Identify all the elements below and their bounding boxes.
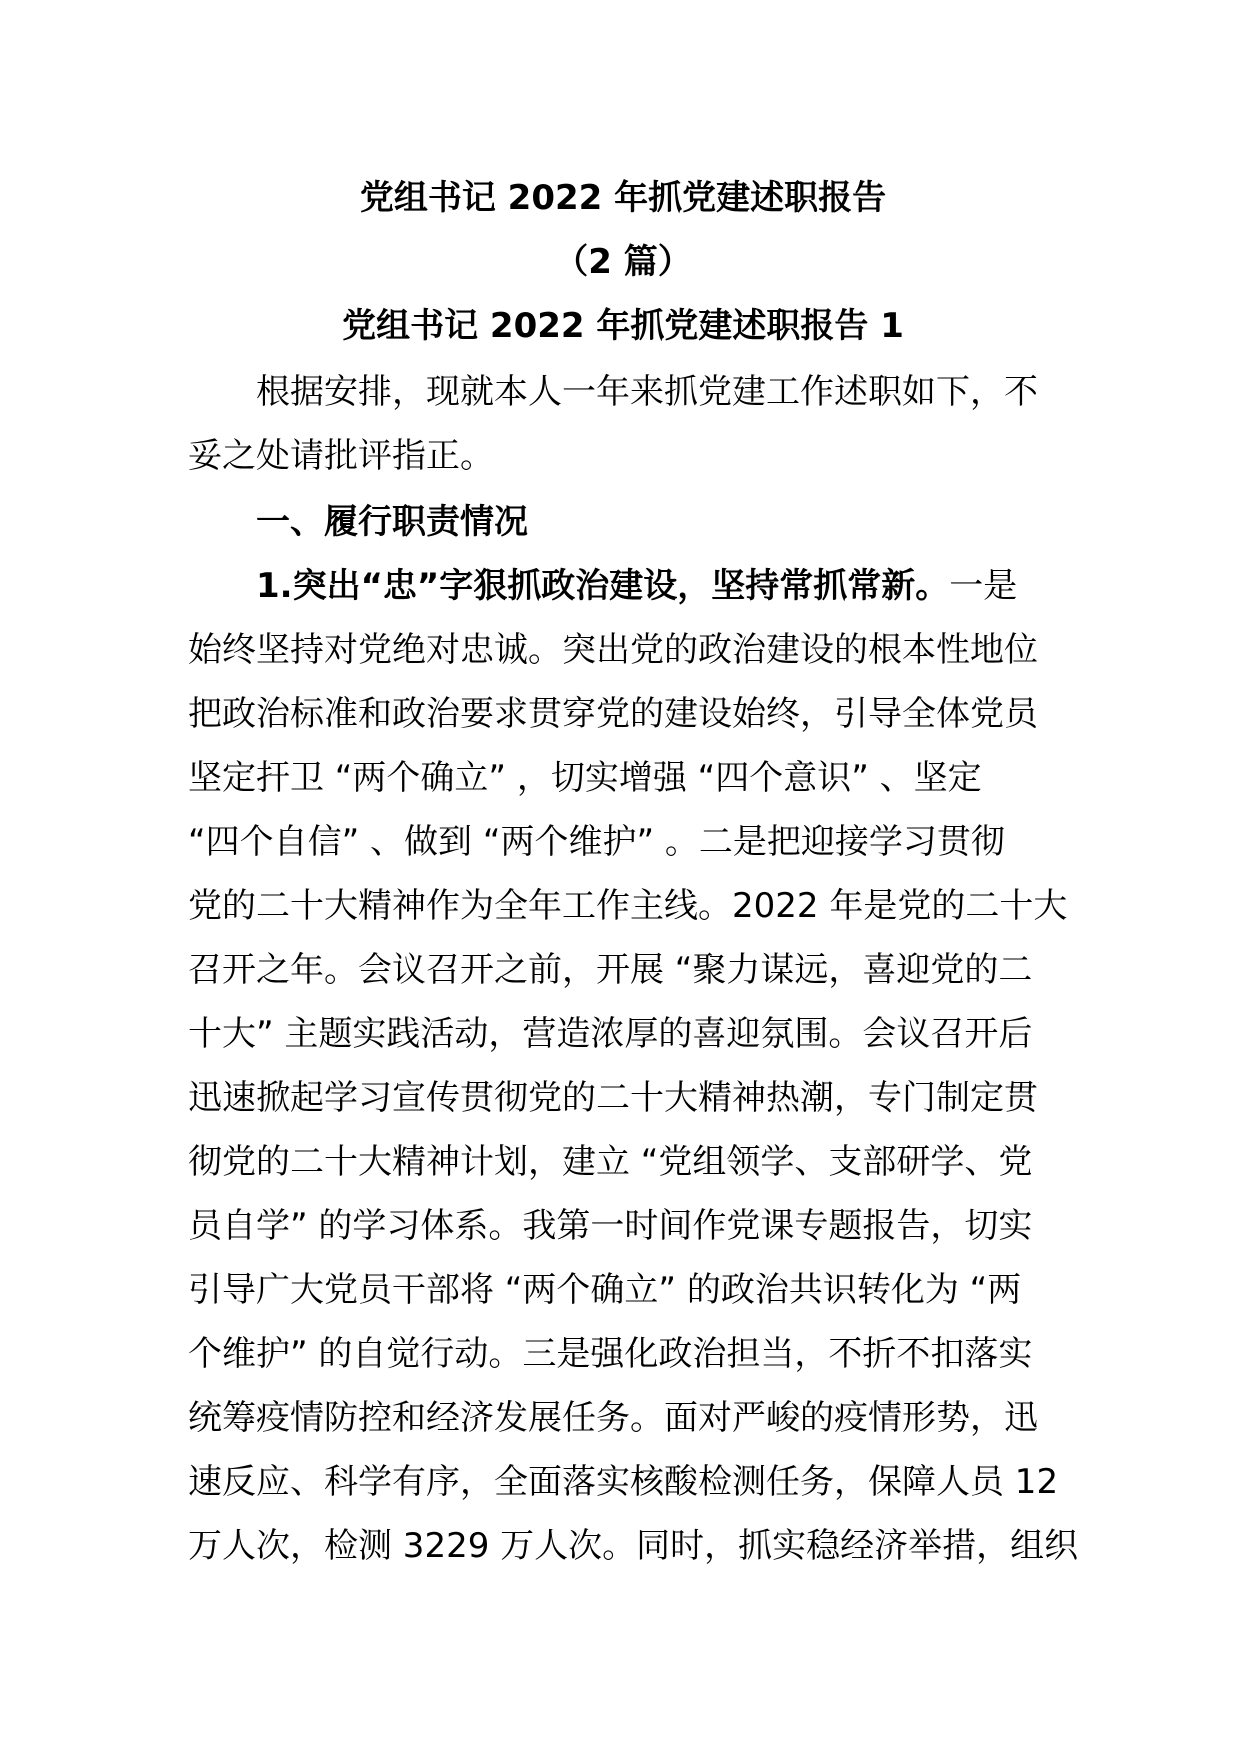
body-line-8: 迅速掀起学习宣传贯彻党的二十大精神热潮，专门制定贯 <box>188 1078 1038 1118</box>
body-line-4: “四个自信” 、做到 “两个维护” 。二是把迎接学习贯彻 <box>188 822 1005 862</box>
body-line-1: 始终坚持对党绝对忠诚。突出党的政治建设的根本性地位 <box>188 630 1038 670</box>
body-line-12: 个维护” 的自觉行动。三是强化政治担当，不折不扣落实 <box>188 1334 1033 1374</box>
point-1-tail: 一是 <box>949 566 1018 606</box>
body-line-9: 彻党的二十大精神计划，建立 “党组领学、支部研学、党 <box>188 1142 1033 1182</box>
point-1-heading: 1.突出“忠”字狠抓政治建设，坚持常抓常新。 <box>256 566 950 606</box>
body-line-2: 把政治标准和政治要求贯穿党的建设始终，引导全体党员 <box>188 694 1038 734</box>
body-line-14: 速反应、科学有序，全面落实核酸检测任务，保障人员 12 <box>188 1462 1059 1502</box>
intro-line-1: 根据安排，现就本人一年来抓党建工作述职如下，不 <box>256 372 1038 412</box>
intro-line-2: 妥之处请批评指正。 <box>188 436 494 476</box>
point-1-line <box>188 566 1058 606</box>
body-line-7: 十大” 主题实践活动，营造浓厚的喜迎氛围。会议召开后 <box>188 1014 1033 1054</box>
body-line-6: 召开之年。会议召开之前，开展 “聚力谋远，喜迎党的二 <box>188 950 1033 990</box>
section-heading: 一、履行职责情况 <box>256 502 528 542</box>
body-line-15: 万人次，检测 3229 万人次。同时，抓实稳经济举措，组织 <box>188 1526 1079 1566</box>
report-subtitle: 党组书记 2022 年抓党建述职报告 1 <box>342 306 904 346</box>
body-line-11: 引导广大党员干部将 “两个确立” 的政治共识转化为 “两 <box>188 1270 1022 1310</box>
document-title-count: （2 篇） <box>554 242 692 282</box>
body-line-5: 党的二十大精神作为全年工作主线。2022 年是党的二十大 <box>188 886 1068 926</box>
body-line-3: 坚定扞卫 “两个确立” ，切实增强 “四个意识” 、坚定 <box>188 758 982 798</box>
body-line-13: 统筹疫情防控和经济发展任务。面对严峻的疫情形势，迅 <box>188 1398 1038 1438</box>
document-title: 党组书记 2022 年抓党建述职报告 <box>359 178 887 218</box>
body-line-10: 员自学” 的学习体系。我第一时间作党课专题报告，切实 <box>188 1206 1033 1246</box>
